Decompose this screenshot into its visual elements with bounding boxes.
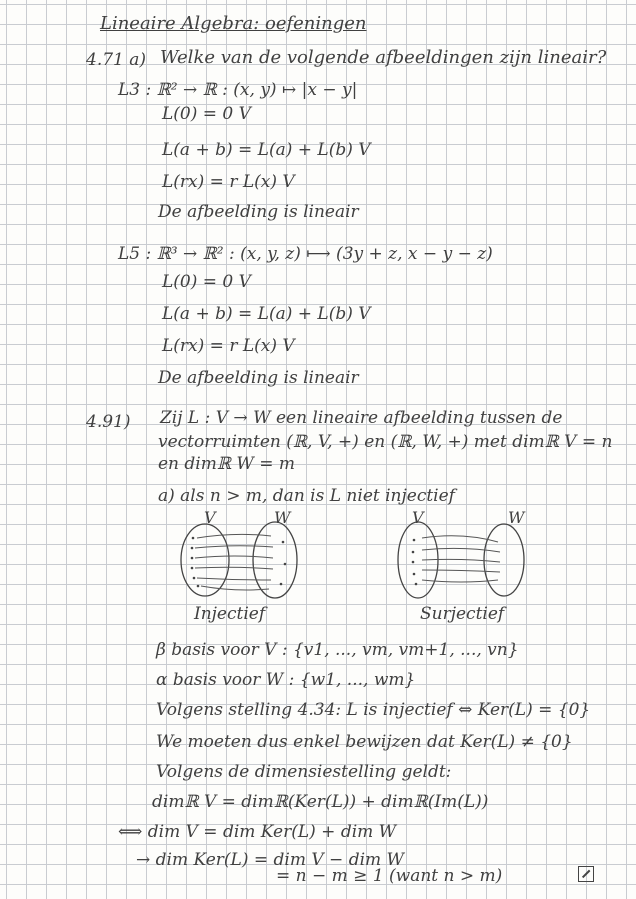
qed-square-icon — [578, 866, 594, 882]
diagram-caption: Surjectief — [420, 604, 505, 624]
set-label-w: W — [274, 508, 291, 527]
equation-line: → dim Ker(L) = dim V − dim W — [136, 850, 405, 870]
check-line: L(rx) = r L(x) V — [162, 336, 295, 356]
map-definition: L3 : ℝ² → ℝ : (x, y) ↦ |x − y| — [118, 80, 358, 100]
basis-line: α basis voor W : {w1, ..., wm} — [156, 670, 416, 690]
exercise-question: Welke van de volgende afbeeldingen zijn lineair? — [160, 47, 607, 68]
part-a-statement: a) als n > m, dan is L niet injectief — [158, 486, 455, 506]
check-line: L(rx) = r L(x) V — [162, 172, 295, 192]
equation-line: ⟺ dim V = dim Ker(L) + dim W — [118, 822, 397, 842]
map-definition: L5 : ℝ³ → ℝ² : (x, y, z) ⟼ (3y + z, x − y − z) — [118, 244, 493, 264]
set-label-w: W — [508, 508, 525, 527]
equation-line: dimℝ V = dimℝ(Ker(L)) + dimℝ(Im(L)) — [152, 792, 489, 812]
set-label-v: V — [204, 508, 216, 527]
proof-line: Volgens de dimensiestelling geldt: — [156, 762, 452, 782]
statement-line: vectorruimten (ℝ, V, +) en (ℝ, W, +) met dimℝ V = n — [158, 432, 613, 452]
check-line: L(a + b) = L(a) + L(b) V — [162, 140, 371, 160]
set-label-v: V — [412, 508, 424, 527]
diagram-caption: Injectief — [194, 604, 266, 624]
surjective-diagram — [392, 518, 532, 602]
proof-line: We moeten dus enkel bewijzen dat Ker(L) ≠ {0} — [156, 732, 573, 752]
equation-line: = n − m ≥ 1 (want n > m) — [276, 866, 503, 886]
page-title: Lineaire Algebra: oefeningen — [100, 13, 367, 34]
exercise-number: 4.71 a) — [86, 50, 147, 70]
check-line: L(0) = 0 V — [162, 104, 251, 124]
proof-line: Volgens stelling 4.34: L is injectief ⇔ Ker(L) = {0} — [156, 700, 591, 720]
exercise-number: 4.91) — [86, 412, 131, 432]
check-line: L(0) = 0 V — [162, 272, 251, 292]
conclusion: De afbeelding is lineair — [158, 202, 359, 222]
conclusion: De afbeelding is lineair — [158, 368, 359, 388]
statement-line: en dimℝ W = m — [158, 454, 296, 474]
check-line: L(a + b) = L(a) + L(b) V — [162, 304, 371, 324]
statement-line: Zij L : V → W een lineaire afbeelding tussen de — [160, 408, 563, 428]
basis-line: β basis voor V : {v1, ..., vm, vm+1, ..., vn} — [156, 640, 519, 660]
injective-diagram — [175, 520, 305, 600]
